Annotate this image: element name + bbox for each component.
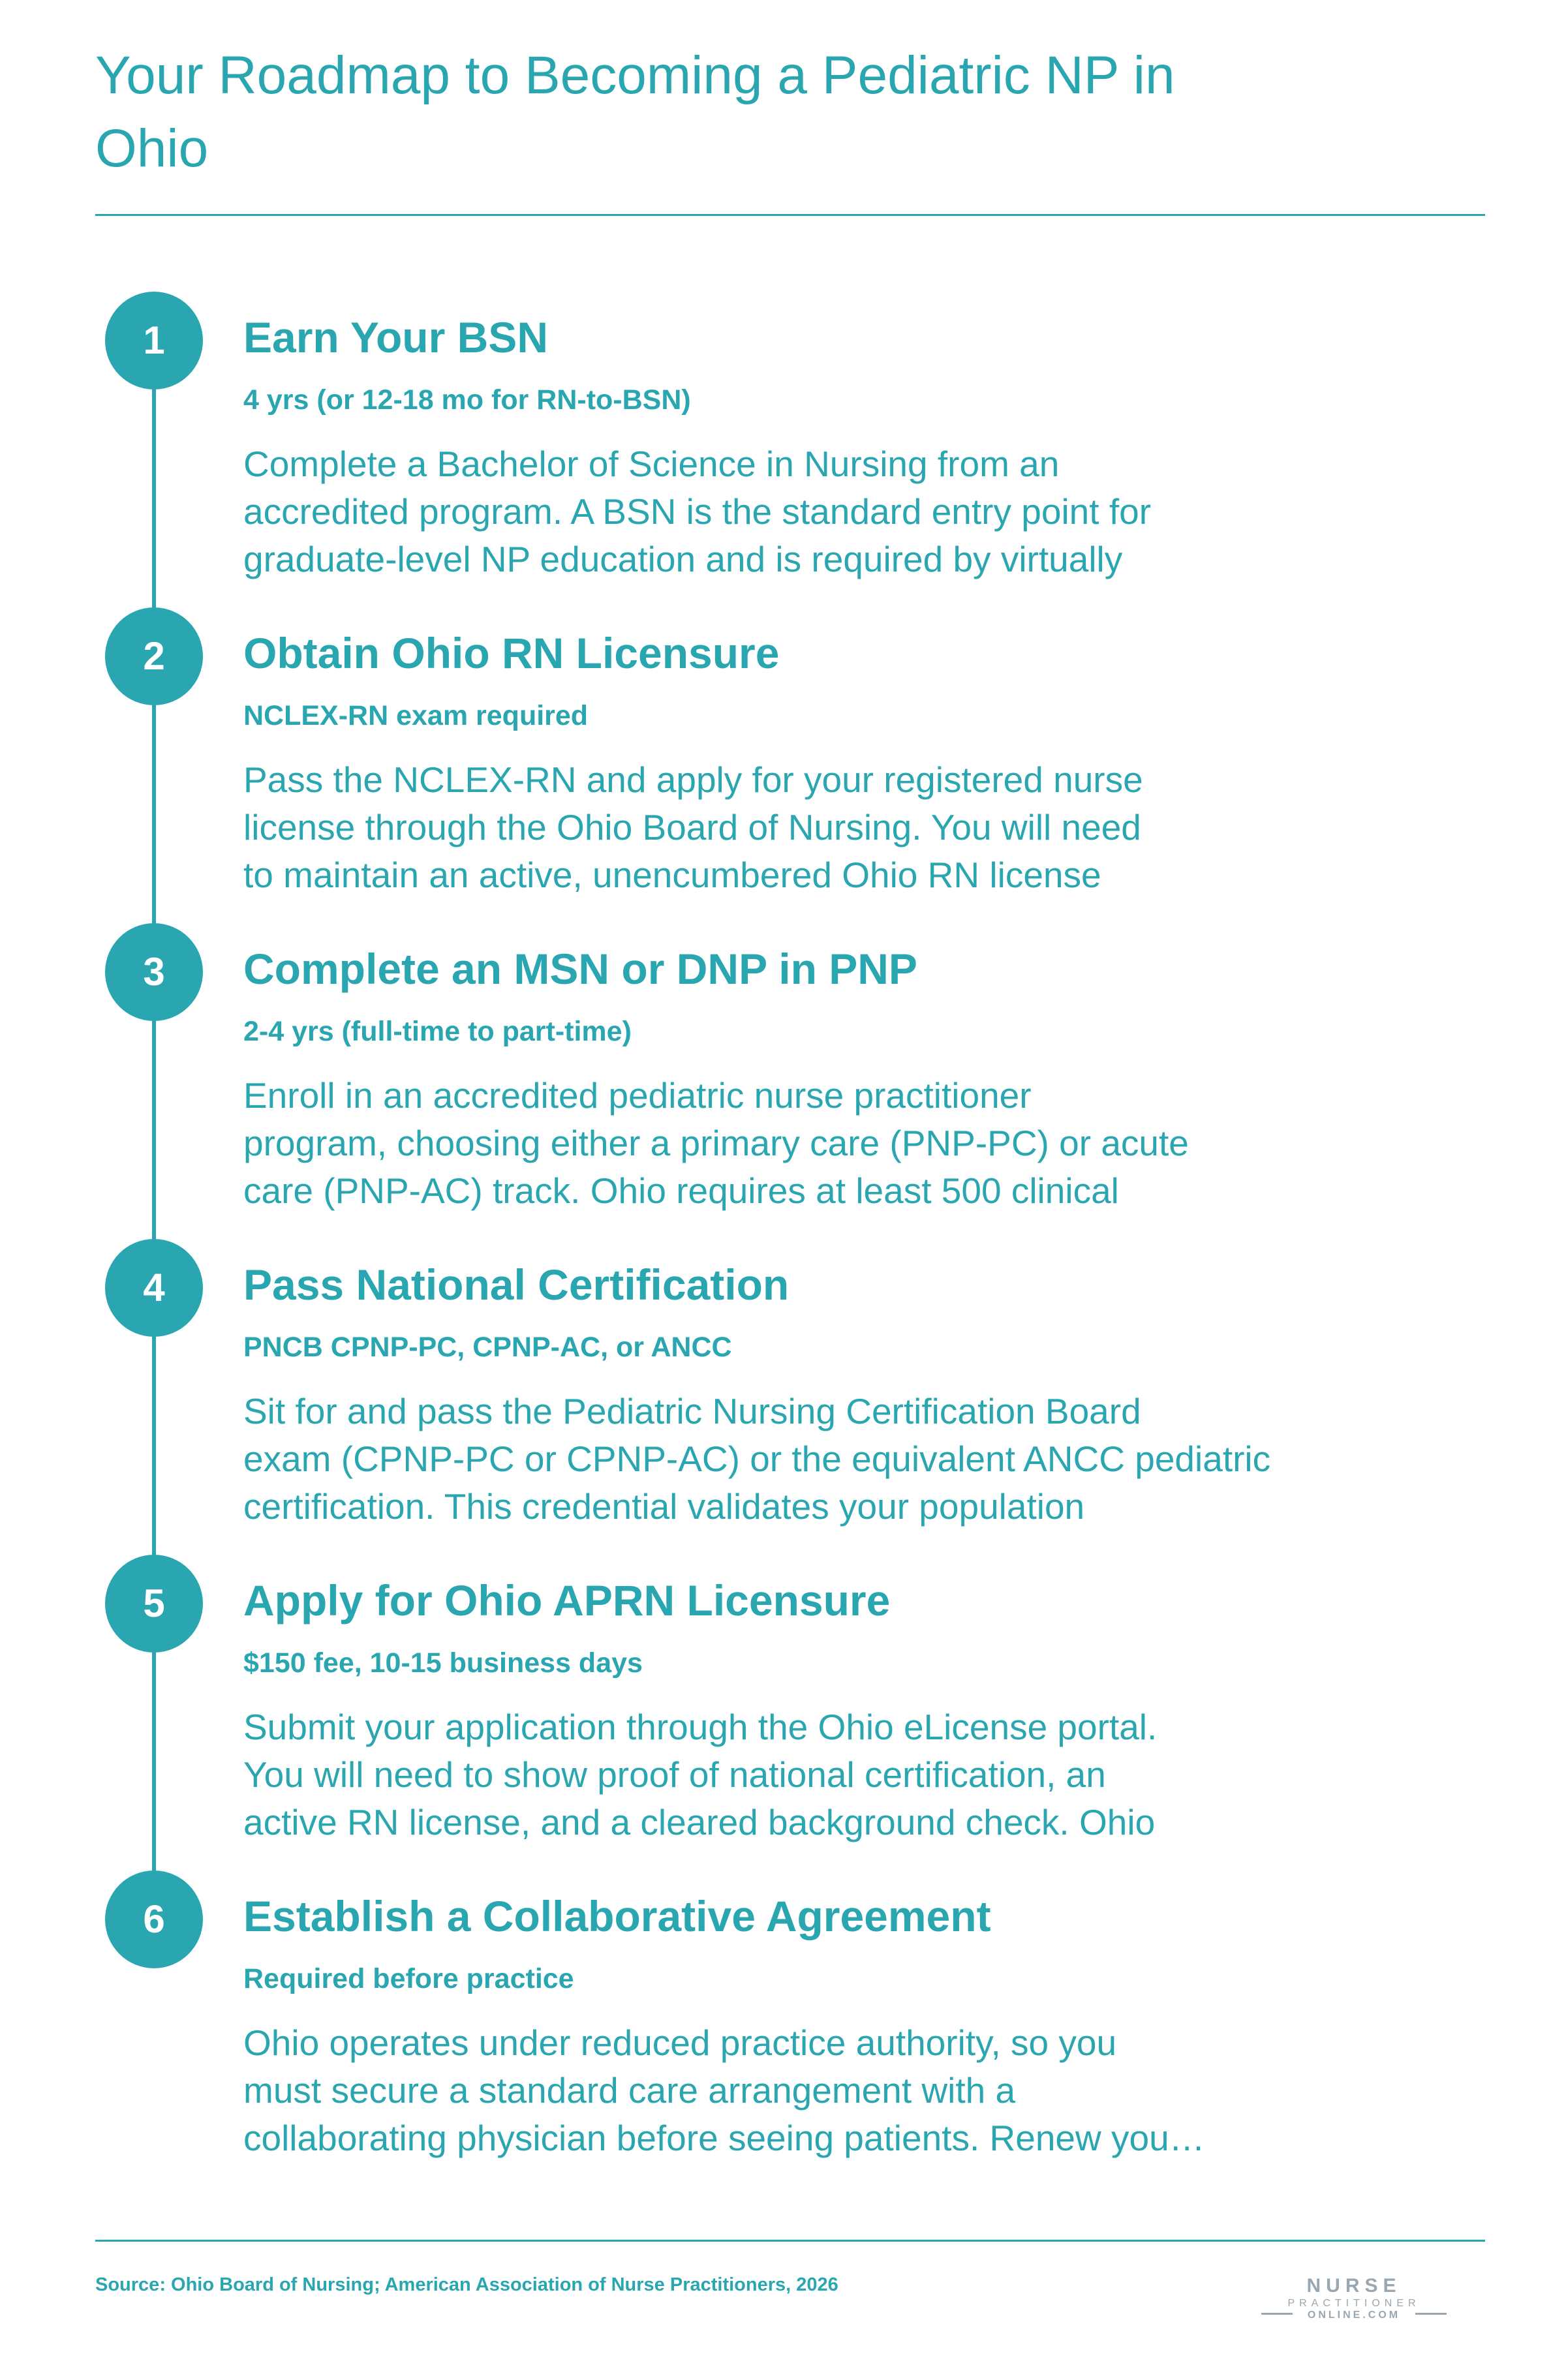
logo-rule-right <box>1415 2313 1447 2315</box>
description-line: Enroll in an accredited pediatric nurse practitioner <box>243 1075 1032 1116</box>
description-line: must secure a standard care arrangement with a <box>243 2070 1016 2111</box>
description-line: Submit your application through the Ohio eLicense portal. <box>243 1707 1158 1747</box>
description-line: Pass the NCLEX-RN and apply for your registered nurse <box>243 759 1143 800</box>
step-title: Apply for Ohio APRN Licensure <box>243 1576 891 1625</box>
step-number-badge: 3 <box>105 923 203 1021</box>
step-duration: $150 fee, 10-15 business days <box>243 1647 643 1679</box>
logo-word-nurse: NURSE <box>1306 2275 1402 2296</box>
step-title: Complete an MSN or DNP in PNP <box>243 945 917 993</box>
step-4 <box>0 1239 1566 1539</box>
logo-word-online: ONLINE.COM <box>1307 2310 1401 2321</box>
step-number-badge: 2 <box>105 607 203 705</box>
footer-divider <box>95 2240 1485 2242</box>
step-2 <box>0 607 1566 908</box>
step-description <box>243 2019 1405 2162</box>
step-3 <box>0 923 1566 1223</box>
description-line: Complete a Bachelor of Science in Nursing from an <box>243 444 1060 484</box>
step-number-badge: 6 <box>105 1870 203 1968</box>
step-number-badge: 5 <box>105 1555 203 1653</box>
step-5 <box>0 1555 1566 1855</box>
step-duration: Required before practice <box>243 1963 574 1994</box>
step-duration: PNCB CPNP-PC, CPNP-AC, or ANCC <box>243 1332 732 1363</box>
step-description <box>243 1703 1405 1846</box>
step-description <box>243 756 1405 899</box>
logo-word-practitioner: PRACTITIONER <box>1287 2298 1420 2309</box>
step-description <box>243 1072 1405 1215</box>
step-title: Pass National Certification <box>243 1260 790 1309</box>
step-title: Earn Your BSN <box>243 313 548 361</box>
description-line: graduate-level NP education and is required by virtually <box>243 539 1123 579</box>
step-duration: NCLEX-RN exam required <box>243 700 589 731</box>
description-line: license through the Ohio Board of Nursing. You will need <box>243 807 1141 847</box>
step-duration: 2-4 yrs (full-time to part-time) <box>243 1016 632 1047</box>
step-1 <box>0 292 1566 592</box>
description-line: You will need to show proof of national certification, an <box>243 1754 1106 1795</box>
step-title: Establish a Collaborative Agreement <box>243 1892 991 1940</box>
title-divider <box>95 214 1485 216</box>
nurse-practitioner-online-logo <box>1256 2274 1452 2326</box>
description-line: Sit for and pass the Pediatric Nursing Certification Board <box>243 1391 1141 1431</box>
description-line: Ohio operates under reduced practice authority, so you <box>243 2022 1117 2063</box>
logo-rule-left <box>1261 2313 1293 2315</box>
step-title: Obtain Ohio RN Licensure <box>243 629 780 677</box>
step-6 <box>0 1870 1566 2171</box>
description-line: collaborating physician before seeing patients. Renew you… <box>243 2118 1205 2158</box>
description-line: active RN license, and a cleared background check. Ohio <box>243 1802 1156 1842</box>
step-number-badge: 1 <box>105 292 203 389</box>
description-line: care (PNP-AC) track. Ohio requires at least 500 clinical <box>243 1170 1119 1211</box>
step-number-badge: 4 <box>105 1239 203 1337</box>
description-line: to maintain an active, unencumbered Ohio RN license <box>243 855 1101 895</box>
step-duration: 4 yrs (or 12-18 mo for RN-to-BSN) <box>243 384 691 416</box>
description-line: accredited program. A BSN is the standard entry point for <box>243 491 1152 532</box>
step-description <box>243 440 1405 583</box>
description-line: certification. This credential validates your population <box>243 1486 1085 1527</box>
step-description <box>243 1388 1405 1531</box>
page-title: Your Roadmap to Becoming a Pediatric NP in Ohio <box>95 46 1175 178</box>
description-line: exam (CPNP-PC or CPNP-AC) or the equivalent ANCC pediatric <box>243 1439 1271 1479</box>
description-line: program, choosing either a primary care (PNP-PC) or acute <box>243 1123 1189 1163</box>
source-citation: Source: Ohio Board of Nursing; American Association of Nurse Practitioners, 2026 <box>95 2274 838 2295</box>
